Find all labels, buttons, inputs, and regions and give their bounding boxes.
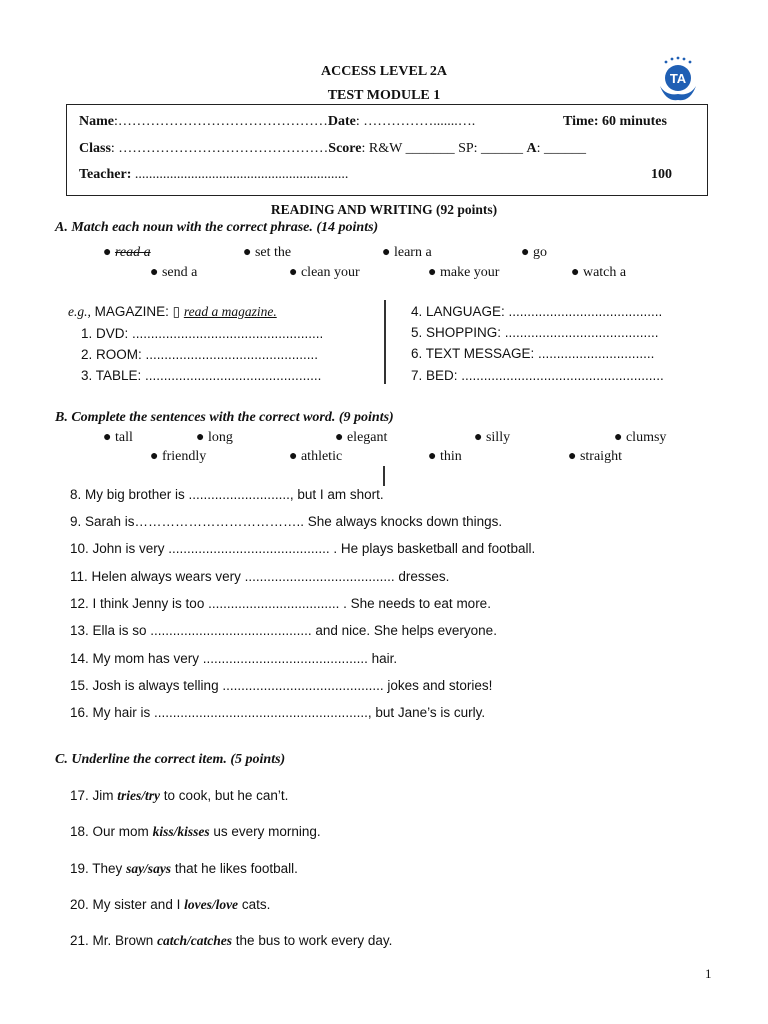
question-21[interactable]: 21. Mr. Brown catch/catches the bus to work every day. <box>70 933 393 948</box>
document-subtitle: TEST MODULE 1 <box>327 88 441 103</box>
word-option: ● long <box>196 430 233 445</box>
word-option: ● tall <box>103 430 133 445</box>
score-label: Score <box>328 141 362 156</box>
match-item-4[interactable]: 4. LANGUAGE: ......................................... <box>411 304 663 319</box>
question-10[interactable]: 10. John is very ........................................... . He plays basketball and football. <box>70 541 536 556</box>
class-field[interactable]: : ……………………………………… <box>110 141 329 156</box>
option-item: ● send a <box>150 265 198 280</box>
option-item: ● read a <box>103 245 151 260</box>
choice-option[interactable]: catch/catches <box>157 933 233 948</box>
option-item: ● go <box>521 245 547 260</box>
word-option: ● elegant <box>335 430 388 445</box>
section-c-heading: C. Underline the correct item. (5 points) <box>55 752 286 767</box>
name-label: Name <box>79 114 114 129</box>
question-9[interactable]: 9. Sarah is……………………………….. She always knocks down things. <box>70 514 503 529</box>
question-8[interactable]: 8. My big brother is ..........................., but I am short. <box>70 487 384 502</box>
column-divider <box>384 300 386 384</box>
student-info-box <box>66 104 708 196</box>
score-rw-field[interactable]: : R&W _______ <box>361 141 455 156</box>
word-option: ● friendly <box>150 449 207 464</box>
option-item: ● make your <box>428 265 500 280</box>
question-20[interactable]: 20. My sister and I loves/love cats. <box>70 897 271 912</box>
match-item-7[interactable]: 7. BED: ...................................................... <box>411 368 664 383</box>
school-logo <box>652 56 704 108</box>
match-item-5[interactable]: 5. SHOPPING: ......................................... <box>411 325 659 340</box>
match-item-2[interactable]: 2. ROOM: .............................................. <box>81 347 319 362</box>
logo-text: TA <box>669 71 687 86</box>
section-b-heading: B. Complete the sentences with the correct word. (9 points) <box>55 410 394 425</box>
score-a-field[interactable]: : ______ <box>536 141 587 156</box>
question-12[interactable]: 12. I think Jenny is too ................................... . She needs to eat more. <box>70 596 491 611</box>
option-item: ● clean your <box>289 265 360 280</box>
question-17[interactable]: 17. Jim tries/try to cook, but he can’t. <box>70 788 289 803</box>
match-item-3[interactable]: 3. TABLE: ............................................... <box>81 368 322 383</box>
total-score: 100 <box>651 167 672 182</box>
option-item: ● watch a <box>571 265 627 280</box>
choice-option[interactable]: say/says <box>126 861 172 876</box>
choice-option[interactable]: tries/try <box>117 788 161 803</box>
question-18[interactable]: 18. Our mom kiss/kisses us every morning. <box>70 824 321 839</box>
teacher-field[interactable]: ............................................................. <box>134 167 349 182</box>
name-field[interactable]: :……………………………………… <box>114 114 328 129</box>
question-11[interactable]: 11. Helen always wears very ........................................ dresses. <box>70 569 450 584</box>
document-title: ACCESS LEVEL 2A <box>320 64 448 79</box>
question-15[interactable]: 15. Josh is always telling ........................................... jokes and stories! <box>70 678 493 693</box>
choice-option[interactable]: kiss/kisses <box>152 824 210 839</box>
score-sp-field[interactable]: SP: ______ <box>458 141 524 156</box>
question-19[interactable]: 19. They say/says that he likes football. <box>70 861 298 876</box>
match-item-6[interactable]: 6. TEXT MESSAGE: ............................... <box>411 346 655 361</box>
class-label: Class <box>79 141 111 156</box>
word-option: ● clumsy <box>614 430 667 445</box>
choice-option[interactable]: loves/love <box>184 897 239 912</box>
word-option: ● athletic <box>289 449 343 464</box>
date-label: Date <box>327 114 356 129</box>
teacher-label: Teacher: <box>79 167 132 182</box>
question-16[interactable]: 16. My hair is ........................................................., but Jane’s is curly. <box>70 705 486 720</box>
time-label: Time: 60 minutes <box>563 114 667 129</box>
word-option: ● silly <box>474 430 511 445</box>
score-a-label: A <box>526 141 537 156</box>
question-13[interactable]: 13. Ella is so ........................................... and nice. She helps everyone. <box>70 623 497 638</box>
page-number: 1 <box>705 966 712 981</box>
option-item: ● set the <box>243 245 292 260</box>
match-item-1[interactable]: 1. DVD: ................................................... <box>81 326 324 341</box>
word-option: ● thin <box>428 449 462 464</box>
option-item: ● learn a <box>382 245 432 260</box>
question-14[interactable]: 14. My mom has very ............................................ hair. <box>70 651 398 666</box>
word-option: ● straight <box>568 449 622 464</box>
section-a-heading: A. Match each noun with the correct phrase. (14 points) <box>55 220 379 235</box>
example-line: e.g., MAGAZINE: ▯ read a magazine. <box>68 304 277 319</box>
section-title: READING AND WRITING (92 points) <box>270 202 498 217</box>
divider-mark <box>383 466 385 486</box>
date-field[interactable]: : …………….......…. <box>355 114 476 129</box>
